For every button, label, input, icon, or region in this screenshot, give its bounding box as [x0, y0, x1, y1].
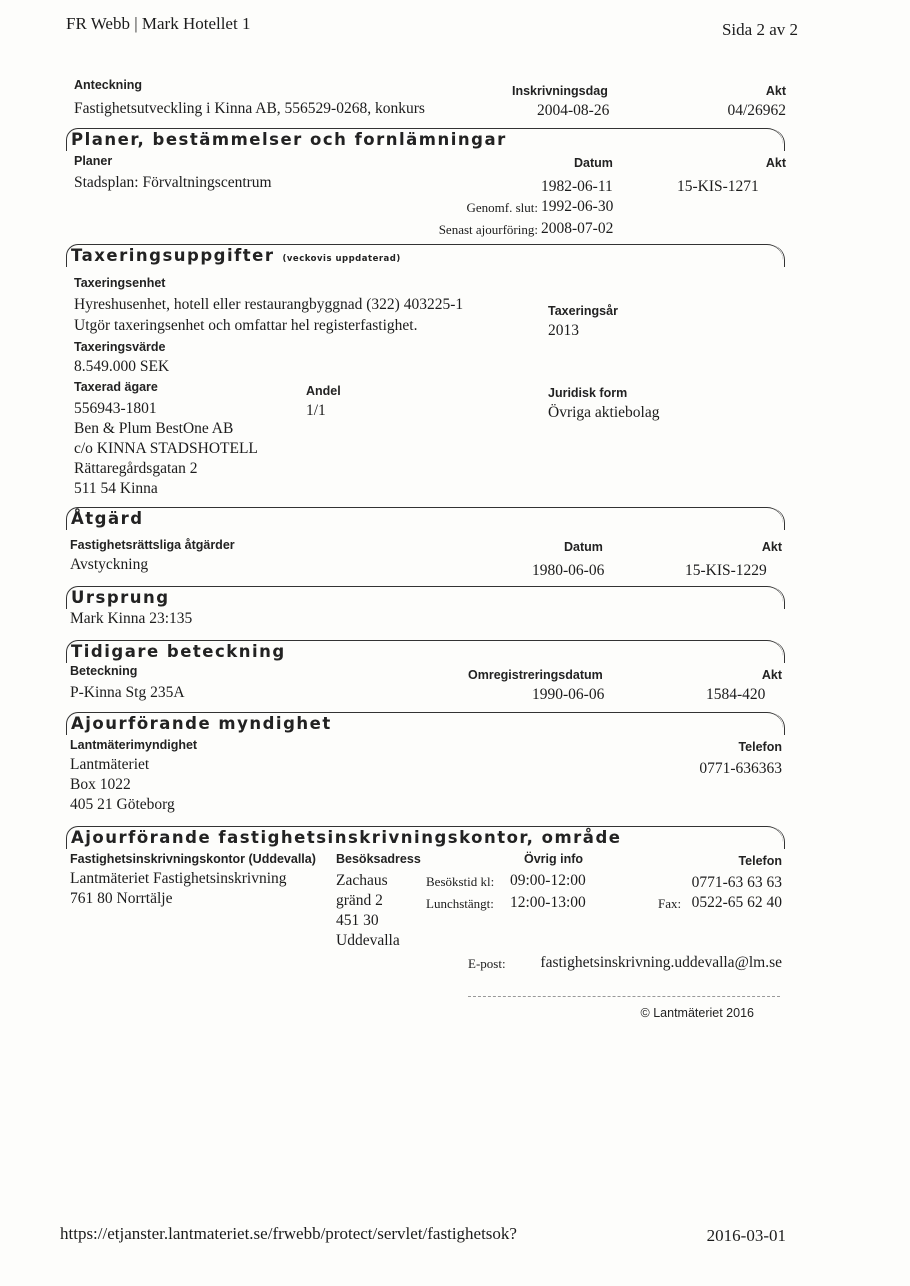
myndighet-line: Lantmäteriet — [70, 756, 150, 773]
section-title: Planer, bestämmelser och fornlämningar — [71, 130, 507, 149]
taxeringsar-value: 2013 — [548, 322, 579, 339]
senast-value: 2008-07-02 — [541, 220, 614, 237]
section-header-tidigare — [66, 640, 783, 663]
section-header-planer — [66, 128, 783, 151]
akt-label: Akt — [761, 668, 782, 682]
besoksadress-label: Besöksadress — [336, 852, 421, 866]
section-title: Tidigare beteckning — [71, 642, 286, 661]
besoksadress-line: 451 30 — [336, 912, 379, 929]
epost-value: fastighetsinskrivning.uddevalla@lm.se — [540, 954, 782, 971]
fax-label: Fax: — [658, 896, 682, 911]
plan-datum: 1982-06-11 — [541, 178, 613, 195]
atgard-akt: 15-KIS-1229 — [685, 562, 767, 579]
divider — [468, 996, 780, 997]
section-title: Ajourförande myndighet — [71, 714, 332, 733]
myndighet-line: Box 1022 — [70, 776, 131, 793]
besoksadress-line: Zachaus — [336, 872, 388, 889]
taxeringsenhet-label: Taxeringsenhet — [74, 276, 166, 290]
omregistreringsdatum-value: 1990-06-06 — [532, 686, 605, 703]
telefon-label: Telefon — [738, 740, 782, 754]
kontor-label: Fastighetsinskrivningskontor (Uddevalla) — [70, 852, 316, 866]
akt-label: Akt — [765, 156, 786, 170]
akt-value: 04/26962 — [727, 102, 786, 119]
inskrivningsdag-value: 2004-08-26 — [537, 102, 610, 119]
taxeringsenhet-line2: Utgör taxeringsenhet och omfattar hel registerfastighet. — [74, 317, 418, 334]
omregistreringsdatum-label: Omregistreringsdatum — [468, 668, 603, 682]
section-header-atgard — [66, 507, 783, 530]
atgard-text: Avstyckning — [70, 556, 149, 573]
section-header-myndighet — [66, 712, 783, 735]
telefon-label: Telefon — [738, 854, 782, 868]
andel-label: Andel — [306, 384, 341, 398]
footer-url: https://etjanster.lantmateriet.se/frwebb/protect/servlet/fastighetsok? — [60, 1224, 517, 1243]
beteckning-value: P-Kinna Stg 235A — [70, 684, 185, 701]
ursprung-text: Mark Kinna 23:135 — [70, 610, 193, 627]
kontor-line: Lantmäteriet Fastighetsinskrivning — [70, 870, 287, 887]
agare-line: Ben & Plum BestOne AB — [74, 420, 234, 437]
beteckning-label: Beteckning — [70, 664, 138, 678]
akt-label: Akt — [765, 84, 786, 98]
senast-label: Senast ajourföring: — [438, 222, 538, 237]
lunch-value: 12:00-13:00 — [510, 894, 586, 911]
genomf-value: 1992-06-30 — [541, 198, 614, 215]
inskrivningsdag-label: Inskrivningsdag — [512, 84, 608, 98]
tidigare-akt: 1584-420 — [706, 686, 766, 703]
kontor-fax: 0522-65 62 40 — [691, 894, 782, 911]
copyright: © Lantmäteriet 2016 — [640, 1006, 754, 1020]
agare-line: Rättaregårdsgatan 2 — [74, 460, 198, 477]
lunch-label: Lunchstängt: — [426, 896, 494, 911]
agare-line: 511 54 Kinna — [74, 480, 158, 497]
plan-akt: 15-KIS-1271 — [677, 178, 759, 195]
header-title: FR Webb | Mark Hotellet 1 — [66, 14, 251, 33]
besokstid-label: Besökstid kl: — [426, 874, 495, 889]
agare-label: Taxerad ägare — [74, 380, 158, 394]
section-title: Ajourförande fastighetsinskrivningskontor, område — [71, 828, 622, 847]
besokstid-value: 09:00-12:00 — [510, 872, 586, 889]
agare-line: 556943-1801 — [74, 400, 157, 417]
page-number: Sida 2 av 2 — [721, 20, 798, 39]
kontor-telefon: 0771-63 63 63 — [691, 874, 782, 891]
akt-label: Akt — [761, 540, 782, 554]
atgard-label: Fastighetsrättsliga åtgärder — [70, 538, 235, 552]
anteckning-label: Anteckning — [74, 78, 143, 92]
myndighet-label: Lantmäterimyndighet — [70, 738, 198, 752]
section-header-kontor — [66, 826, 783, 849]
epost-label: E-post: — [468, 956, 506, 971]
myndighet-telefon: 0771-636363 — [699, 760, 782, 777]
section-header-taxering — [66, 244, 783, 267]
ovrig-info-label: Övrig info — [524, 852, 584, 866]
taxeringsar-label: Taxeringsår — [548, 304, 618, 318]
kontor-line: 761 80 Norrtälje — [70, 890, 173, 907]
taxeringsvarde-label: Taxeringsvärde — [74, 340, 166, 354]
taxeringsvarde-value: 8.549.000 SEK — [74, 358, 170, 375]
myndighet-line: 405 21 Göteborg — [70, 796, 175, 813]
section-header-ursprung — [66, 586, 783, 609]
planer-label: Planer — [74, 154, 113, 168]
genomf-label: Genomf. slut: — [466, 200, 538, 215]
agare-line: c/o KINNA STADSHOTELL — [74, 440, 258, 457]
section-title — [71, 246, 401, 265]
section-subtitle: (veckovis uppdaterad) — [282, 254, 401, 264]
besoksadress-line: Uddevalla — [336, 932, 400, 949]
juridisk-form-label: Juridisk form — [548, 386, 628, 400]
section-title-text: Taxeringsuppgifter — [71, 246, 275, 265]
andel-value: 1/1 — [306, 402, 326, 419]
juridisk-form-value: Övriga aktiebolag — [548, 404, 660, 421]
besoksadress-line: gränd 2 — [336, 892, 383, 909]
section-title: Ursprung — [71, 588, 170, 607]
section-title: Åtgärd — [71, 509, 144, 528]
datum-label: Datum — [574, 156, 613, 170]
datum-label: Datum — [564, 540, 603, 554]
anteckning-text: Fastighetsutveckling i Kinna AB, 556529-0268, konkurs — [74, 100, 425, 117]
footer-date: 2016-03-01 — [706, 1226, 786, 1245]
plan-name: Stadsplan: Förvaltningscentrum — [74, 174, 272, 191]
atgard-datum: 1980-06-06 — [532, 562, 605, 579]
taxeringsenhet-line1: Hyreshusenhet, hotell eller restaurangbyggnad (322) 403225-1 — [74, 296, 464, 313]
